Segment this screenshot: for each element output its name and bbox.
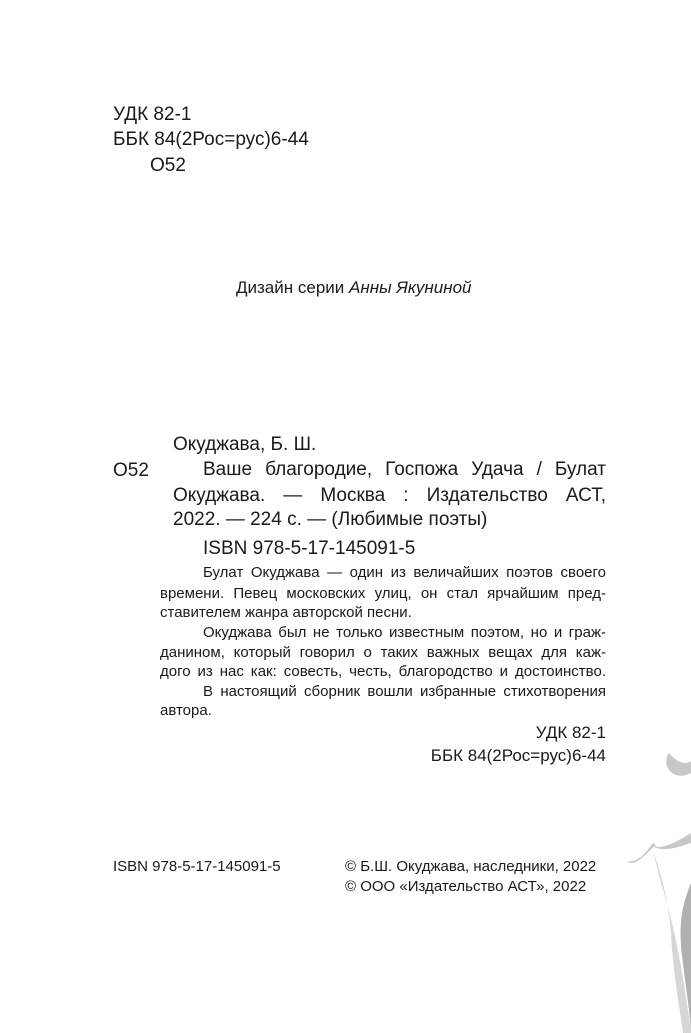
series-designer-name: Анны Якуниной <box>349 278 472 297</box>
annotation-line-7: В настоящий сборник вошли избранные стихотворения <box>203 683 606 700</box>
annotation-line-8: автора. <box>160 702 212 719</box>
series-design-prefix: Дизайн серии <box>236 278 345 297</box>
series-design-credit <box>236 278 472 298</box>
card-udk: УДК 82-1 <box>535 723 606 742</box>
card-author: Окуджава, Б. Ш. <box>173 434 317 455</box>
annotation-line-6: дого из нас как: совесть, честь, благородство и достоинство. <box>160 663 606 680</box>
card-description-line-2: Окуджава. — Москва : Издательство АСТ, <box>173 485 606 506</box>
card-bbk: ББК 84(2Рос=рус)6-44 <box>430 746 606 765</box>
copyright-line-2: © ООО «Издательство АСТ», 2022 <box>345 878 587 895</box>
bottom-isbn: ISBN 978-5-17-145091-5 <box>113 858 281 875</box>
bird-silhouette-icon <box>591 733 691 1033</box>
annotation-line-1: Булат Окуджава — один из величайших поэтов своего <box>203 564 606 581</box>
top-udk: УДК 82-1 <box>113 104 192 125</box>
card-description-line-3: 2022. — 224 с. — (Любимые поэты) <box>173 509 488 530</box>
annotation-line-4: Окуджава был не только известным поэтом, но и граж- <box>203 624 606 641</box>
copyright-line-1: © Б.Ш. Окуджава, наследники, 2022 <box>345 858 597 875</box>
card-isbn: ISBN 978-5-17-145091-5 <box>203 538 416 559</box>
top-bbk: ББК 84(2Рос=рус)6-44 <box>113 129 309 150</box>
card-author-sign: О52 <box>113 460 149 481</box>
annotation-line-5: данином, который говорил о таких важных вещах для каж- <box>160 644 606 661</box>
top-author-sign: О52 <box>150 155 186 176</box>
annotation-line-2: времени. Певец московских улиц, он стал ярчайшим пред- <box>160 585 606 602</box>
card-description-line-1: Ваше благородие, Госпожа Удача / Булат <box>203 459 606 480</box>
annotation-line-3: ставителем жанра авторской песни. <box>160 604 412 621</box>
